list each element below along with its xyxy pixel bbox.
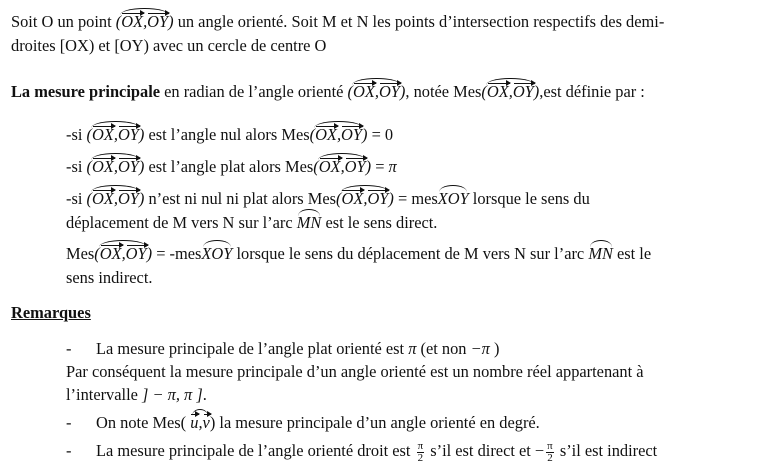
- vector-ox: OX: [486, 82, 509, 101]
- case-text: Mes: [66, 244, 95, 263]
- vector-ox: OX: [121, 12, 144, 31]
- vector-v: v: [202, 413, 210, 432]
- case-null: [66, 124, 393, 146]
- comma: ,: [363, 189, 368, 208]
- definition-text-b: , notée Mes: [405, 82, 482, 101]
- remarks-title-text: Remarques: [11, 303, 91, 322]
- angle-u-v: [190, 412, 210, 434]
- case-general-indirect-line-2: sens indirect.: [66, 268, 153, 287]
- case-text: est l’angle plat alors Mes: [144, 157, 314, 176]
- angle-ox-oy: [87, 124, 145, 146]
- arc-mn: MN: [296, 213, 322, 232]
- comma: ,: [113, 189, 118, 208]
- value-pi: π: [408, 339, 417, 358]
- vector-oy: OY: [117, 189, 139, 208]
- case-text: = -mes: [152, 244, 202, 263]
- minus-sign: −: [534, 441, 545, 460]
- remark-3: [66, 440, 657, 464]
- case-flat: [66, 156, 397, 178]
- fraction-pi-over-2: [546, 441, 554, 464]
- comma: ,: [113, 157, 118, 176]
- vector-oy: OY: [117, 157, 139, 176]
- paren: ): [362, 125, 368, 144]
- remark-text: l’intervalle: [66, 385, 142, 404]
- case-text: n’est ni nul ni plat alors Mes: [144, 189, 337, 208]
- case-text: est le: [612, 244, 652, 263]
- comma: ,: [121, 244, 126, 263]
- paren: ): [138, 125, 145, 144]
- vector-ox: OX: [315, 125, 337, 144]
- vector-oy: OY: [147, 12, 169, 31]
- case-text: -si: [66, 125, 87, 144]
- paren: ): [399, 82, 406, 101]
- vector-oy: OY: [117, 125, 139, 144]
- paren: (: [481, 82, 487, 101]
- definition-text-c: ,est définie par :: [539, 82, 645, 101]
- paren: ): [138, 157, 145, 176]
- fraction-denominator: 2: [547, 451, 553, 464]
- intro-text-b: un angle orienté. Soit M et N les points d’intersection respectifs des demi-: [173, 12, 665, 31]
- case-text: est le sens direct.: [321, 213, 438, 232]
- arc-mn: MN: [588, 244, 613, 263]
- fraction-denominator: 2: [417, 451, 424, 464]
- remark-text: La mesure principale de l’angle orienté droit est: [96, 441, 415, 460]
- angle-xoy: XOY: [201, 244, 233, 263]
- vector-ox: OX: [341, 189, 364, 208]
- paren: ): [146, 244, 153, 263]
- vector-oy: OY: [512, 82, 534, 101]
- remark-text: s’il est indirect: [555, 441, 658, 460]
- angle-ox-oy: [87, 188, 145, 210]
- comma: ,: [143, 12, 148, 31]
- comma: ,: [340, 157, 345, 176]
- case-text: -si: [66, 157, 87, 176]
- definition-bold: La mesure principale: [11, 82, 161, 101]
- paren: (: [86, 189, 92, 208]
- paren: (: [86, 157, 92, 176]
- value-zero: 0: [384, 125, 394, 144]
- paren: ): [388, 189, 394, 208]
- case-general-indirect: [66, 243, 651, 265]
- paren: (: [115, 12, 122, 31]
- case-text: =: [367, 125, 385, 144]
- angle-ox-oy: [87, 156, 145, 178]
- angle-ox-oy: [116, 11, 174, 33]
- vector-oy: OY: [367, 189, 389, 208]
- vector-oy: OY: [378, 82, 400, 101]
- remark-text: (et non: [416, 339, 471, 358]
- case-text: -si: [66, 189, 87, 208]
- comma: ,: [508, 82, 513, 101]
- vector-oy: OY: [341, 125, 362, 144]
- remark-2: [66, 412, 540, 434]
- vector-ox: OX: [91, 189, 114, 208]
- interval: ] − π, π ]: [142, 385, 203, 404]
- definition-line: [11, 81, 645, 103]
- paren: (: [86, 125, 92, 144]
- case-general-direct: [66, 188, 590, 210]
- comma: ,: [336, 125, 342, 144]
- paren: (: [94, 244, 100, 263]
- paren: (: [336, 189, 342, 208]
- vector-u: u: [190, 413, 199, 432]
- remark-text: s’il est direct et: [426, 441, 535, 460]
- paren: (: [309, 125, 316, 144]
- angle-ox-oy: [94, 243, 152, 265]
- vector-oy: OY: [125, 244, 147, 263]
- comma: ,: [198, 413, 203, 432]
- paren: (: [347, 82, 353, 101]
- fraction-pi-over-2: [417, 441, 425, 464]
- angle-ox-oy: [481, 81, 539, 103]
- case-text: lorsque le sens du: [468, 189, 590, 208]
- case-text: est l’angle nul alors Mes: [144, 125, 310, 144]
- remark-1-line-2: Par conséquent la mesure principale d’un angle orienté est un nombre réel appartenant à: [66, 362, 644, 381]
- value-minus-pi: −π: [470, 339, 490, 358]
- angle-ox-oy: [310, 124, 368, 146]
- remarks-title: [11, 302, 91, 324]
- fraction-numerator: π: [547, 439, 553, 452]
- case-text: =: [371, 157, 389, 176]
- case-text: = mes: [393, 189, 438, 208]
- case-text: lorsque le sens du déplacement de M vers N sur l’arc: [232, 244, 589, 263]
- paren: (: [313, 157, 319, 176]
- comma: ,: [374, 82, 379, 101]
- bullet-dash: -: [66, 339, 72, 358]
- bullet-dash: -: [66, 441, 72, 460]
- angle-ox-oy: [348, 81, 406, 103]
- paren: ): [138, 189, 145, 208]
- vector-ox: OX: [353, 82, 375, 101]
- fraction-numerator: π: [417, 439, 424, 452]
- remark-1-line-3: [66, 384, 207, 406]
- angle-xoy: XOY: [437, 189, 469, 208]
- case-general-direct-line-2: [66, 212, 437, 234]
- remark-text: ): [489, 339, 500, 358]
- comma: ,: [113, 125, 118, 144]
- paren: ): [365, 157, 372, 176]
- remark-text: .: [202, 385, 207, 404]
- vector-ox: OX: [91, 125, 114, 144]
- paren: ): [168, 12, 174, 31]
- intro-line-1: [11, 11, 664, 33]
- bullet-dash: -: [66, 413, 72, 432]
- remark-text: On note Mes(: [96, 413, 191, 432]
- vector-ox: OX: [91, 157, 114, 176]
- angle-ox-oy: [336, 188, 394, 210]
- vector-oy: OY: [344, 157, 366, 176]
- angle-ox-oy: [313, 156, 371, 178]
- value-pi: π: [388, 157, 397, 176]
- remark-text: La mesure principale de l’angle plat orienté est: [96, 339, 409, 358]
- remark-text: ) la mesure principale d’un angle orienté en degré.: [209, 413, 540, 432]
- remark-1: [66, 338, 499, 360]
- intro-line-2: droites [OX) et [OY) avec un cercle de centre O: [11, 36, 327, 55]
- vector-ox: OX: [318, 157, 341, 176]
- intro-text-a: Soit O un point: [11, 12, 116, 31]
- paren: ): [533, 82, 540, 101]
- case-text: déplacement de M vers N sur l’arc: [66, 213, 297, 232]
- vector-ox: OX: [99, 244, 122, 263]
- definition-text-a: en radian de l’angle orienté: [160, 82, 348, 101]
